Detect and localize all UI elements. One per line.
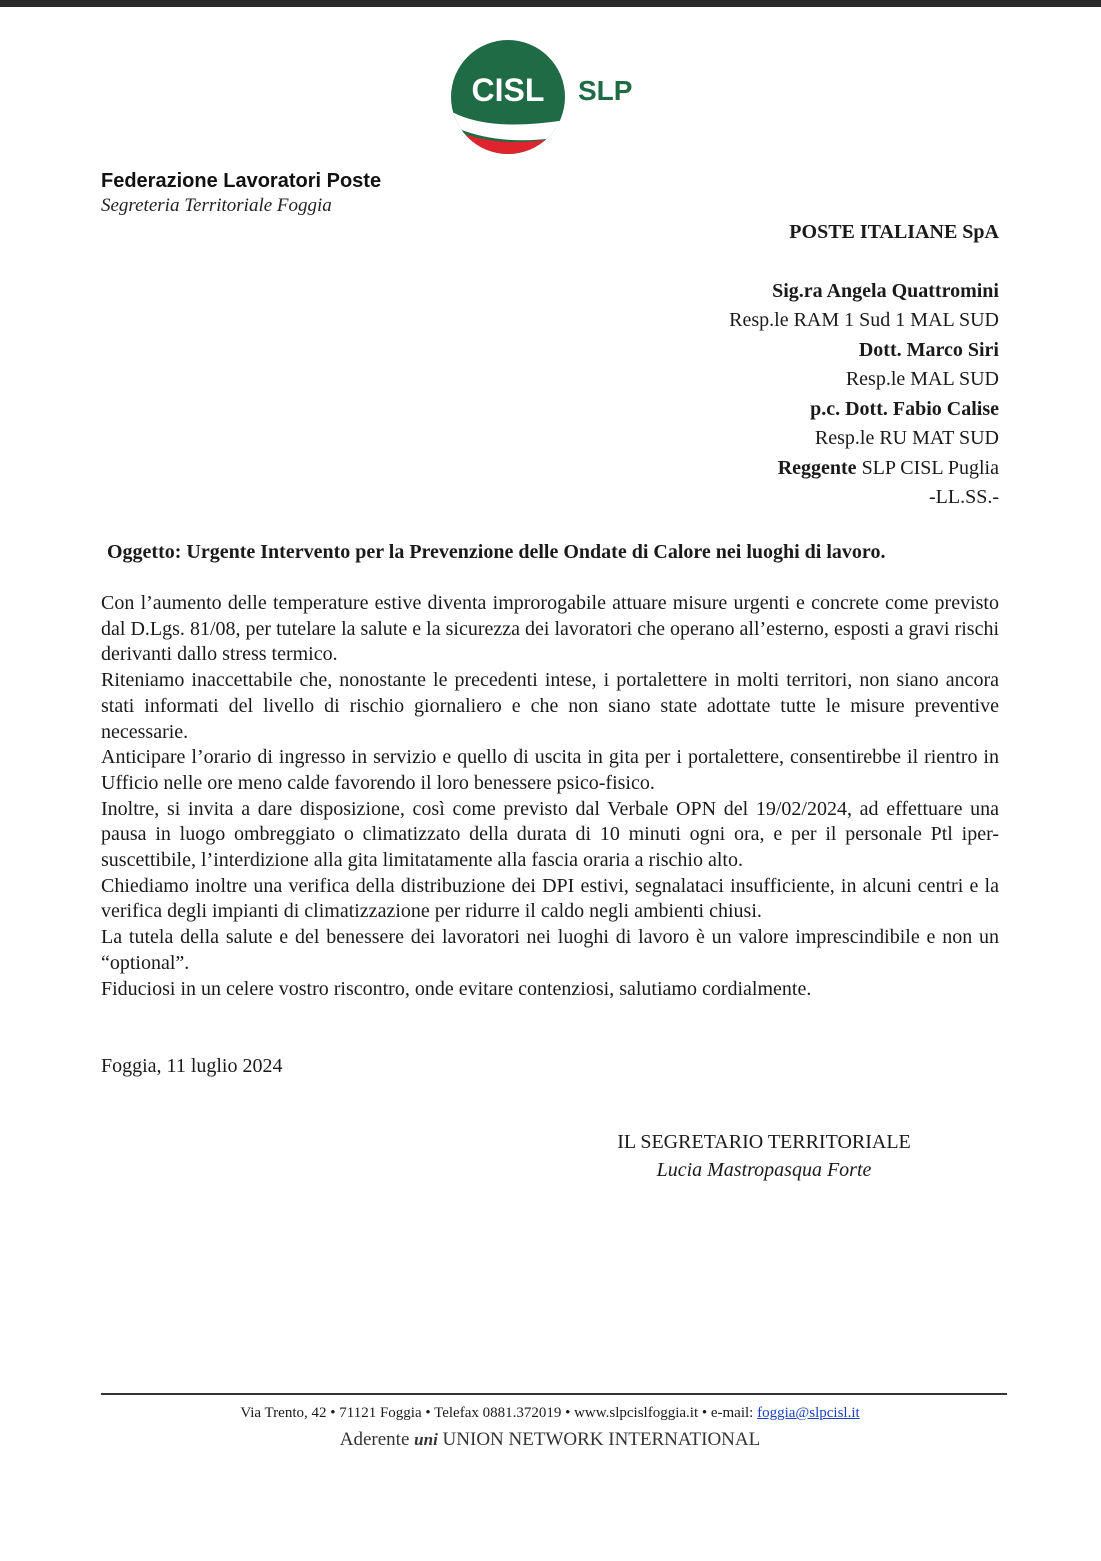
signature-name: Lucia Mastropasqua Forte bbox=[656, 1159, 872, 1181]
body-paragraph-2: Riteniamo inaccettabile che, nonostante le precedenti intese, i portalettere in molti territori, non siano ancora stati informati del livello di rischio giornaliero e che non siano state adottate tutte le misure preventive necessarie. bbox=[101, 669, 999, 743]
recipient-company: POSTE ITALIANE SpA bbox=[789, 221, 999, 243]
footer-email-link[interactable]: foggia@slpcisl.it bbox=[757, 1405, 860, 1421]
letter-subject: Oggetto: Urgente Intervento per la Prevenzione delle Ondate di Calore nei luoghi di lavoro. bbox=[107, 541, 886, 563]
footer-contact bbox=[101, 1402, 999, 1424]
footer-divider bbox=[101, 1393, 1007, 1395]
logo-cisl-text: CISL bbox=[471, 72, 545, 108]
body-paragraph-4: Inoltre, si invita a dare disposizione, così come previsto dal Verbale OPN del 19/02/2024, ad effettuare una pausa in luogo ombreggiato o climatizzato della durata di 10 minuti ogni ora, e per il personale Ptl iper-suscettibile, l’interdizione alla gita limitatamente alla fascia oraria a rischio alto. bbox=[101, 797, 999, 872]
organization-name: Federazione Lavoratori Poste bbox=[101, 170, 382, 192]
recipient-5: -LL.SS.- bbox=[929, 486, 999, 508]
cisl-slp-logo bbox=[450, 40, 660, 158]
recipient-4-rest: SLP CISL Puglia bbox=[856, 456, 999, 479]
body-paragraph-1: Con l’aumento delle temperature estive diventa improrogabile attuare misure urgenti e concrete come previsto dal D.Lgs. 81/08, per tutelare la salute e la sicurezza dei lavoratori che operano all’esterno, esposti a gravi rischi derivanti dallo stress termico. bbox=[101, 592, 999, 666]
footer-address: Via Trento, 42 • 71121 Foggia • Telefax 0881.372019 • www.slpcislfoggia.it • e-mail: bbox=[240, 1405, 758, 1421]
footer-network: UNION NETWORK INTERNATIONAL bbox=[437, 1429, 761, 1450]
signature-block bbox=[590, 1128, 938, 1184]
recipient-4-bold: Reggente bbox=[777, 456, 857, 479]
recipient-1-name: Sig.ra Angela Quattromini bbox=[772, 279, 999, 302]
body-paragraph-5: Chiediamo inoltre una verifica della distribuzione dei DPI estivi, segnalataci insufficiente, in alcuni centri e la verifica degli impianti di climatizzazione per ridurre il caldo negli ambienti chiusi. bbox=[101, 874, 999, 923]
recipient-1-role: Resp.le RAM 1 Sud 1 MAL SUD bbox=[729, 309, 999, 331]
top-bar bbox=[0, 0, 1101, 7]
organization-subtitle: Segreteria Territoriale Foggia bbox=[101, 195, 332, 216]
signature-title: IL SEGRETARIO TERRITORIALE bbox=[617, 1131, 911, 1153]
letter-date: Foggia, 11 luglio 2024 bbox=[101, 1055, 283, 1077]
recipient-3-name: p.c. Dott. Fabio Calise bbox=[810, 397, 999, 420]
organization-header bbox=[101, 168, 381, 218]
logo-slp-text: SLP bbox=[578, 75, 633, 106]
body-paragraph-7: Fiduciosi in un celere vostro riscontro, onde evitare contenziosi, salutiamo cordialmente. bbox=[101, 977, 812, 1000]
recipient-2-name: Dott. Marco Siri bbox=[858, 338, 999, 361]
body-paragraph-6: La tutela della salute e del benessere dei lavoratori nei luoghi di lavoro è un valore imprescindibile e non un “optional”. bbox=[101, 926, 999, 974]
recipient-2-role: Resp.le MAL SUD bbox=[845, 368, 999, 390]
footer-aderente: Aderente bbox=[339, 1429, 415, 1450]
recipient-3-role: Resp.le RU MAT SUD bbox=[814, 427, 999, 449]
recipient-4 bbox=[729, 454, 999, 484]
uni-logo-text: uni bbox=[414, 1430, 438, 1449]
letter-body bbox=[101, 591, 999, 1002]
footer-affiliation bbox=[101, 1427, 999, 1453]
body-paragraph-3: Anticipare l’orario di ingresso in servizio e quello di uscita in gita per i portalettere, consentirebbe il rientro in Ufficio nelle ore meno calde favorendo il loro benessere psico-fisico. bbox=[101, 746, 999, 794]
recipients-block bbox=[729, 218, 999, 513]
